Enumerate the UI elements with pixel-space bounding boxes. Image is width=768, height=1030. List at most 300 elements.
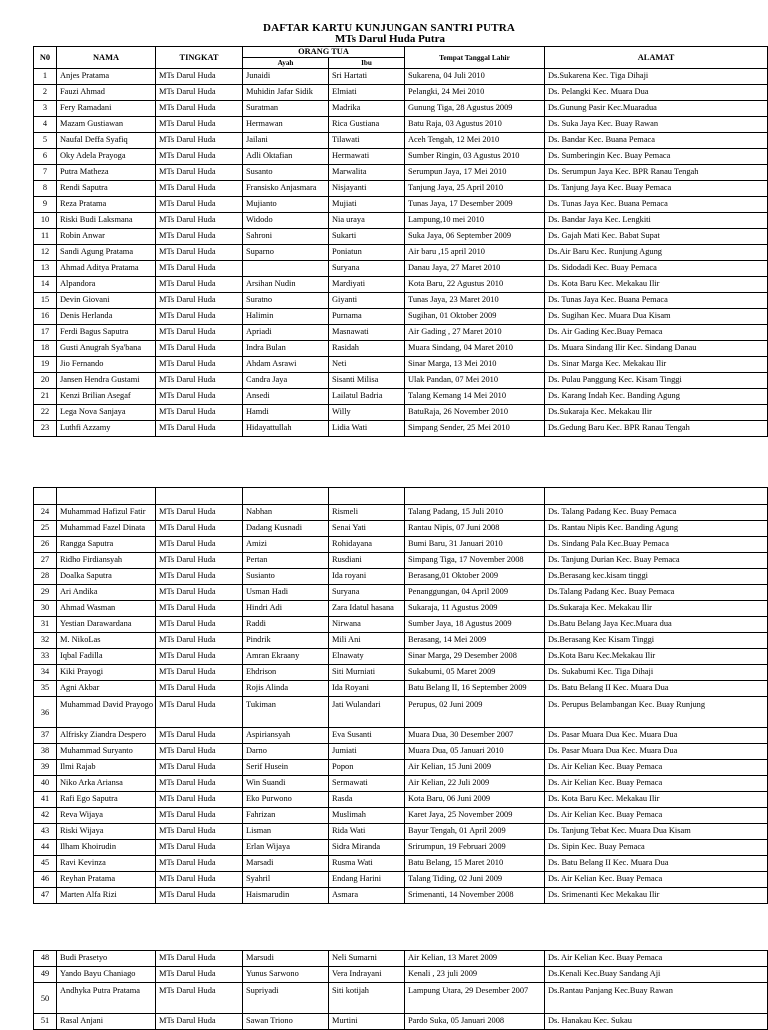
cell-nama: Rendi Saputra	[57, 181, 156, 197]
cell-no: 14	[34, 277, 57, 293]
cell-ttl: Lampung,10 mei 2010	[405, 213, 545, 229]
cell-tingkat: MTs Darul Huda	[156, 309, 243, 325]
cell-nama: Ilmi Rajab	[57, 760, 156, 776]
cell-nama: Ilham Khoirudin	[57, 840, 156, 856]
cell-tingkat: MTs Darul Huda	[156, 181, 243, 197]
cell-tingkat: MTs Darul Huda	[156, 585, 243, 601]
cell-ibu: Giyanti	[329, 293, 405, 309]
cell-ibu: Masnawati	[329, 325, 405, 341]
cell-ibu: Jati Wulandari	[329, 697, 405, 728]
table-row	[34, 325, 768, 341]
cell-alamat: Ds. Pelangki Kec. Muara Dua	[545, 85, 768, 101]
cell-ayah: Susanto	[243, 165, 329, 181]
cell-nama: Reva Wijaya	[57, 808, 156, 824]
cell-ibu: Jumiati	[329, 744, 405, 760]
table-row	[34, 373, 768, 389]
cell-no: 12	[34, 245, 57, 261]
cell-no: 33	[34, 649, 57, 665]
cell-tingkat: MTs Darul Huda	[156, 792, 243, 808]
cell-ayah: Adli Oktafian	[243, 149, 329, 165]
table-row	[34, 309, 768, 325]
header-tingkat: TINGKAT	[156, 47, 243, 69]
cell-alamat: Ds.Berasang Kec Kisam Tinggi	[545, 633, 768, 649]
cell-alamat: Ds. Air Kelian Kec. Buay Pemaca	[545, 760, 768, 776]
cell-tingkat: MTs Darul Huda	[156, 537, 243, 553]
cell-no: 48	[34, 951, 57, 967]
cell-ayah: Candra Jaya	[243, 373, 329, 389]
cell-alamat: Ds. Perupus Belambangan Kec. Buay Runjung	[545, 697, 768, 728]
cell-ayah: Hidayattullah	[243, 421, 329, 437]
cell-ibu: Senai Yati	[329, 521, 405, 537]
cell-ayah: Indra Bulan	[243, 341, 329, 357]
cell-tingkat: MTs Darul Huda	[156, 840, 243, 856]
cell-ibu: Willy	[329, 405, 405, 421]
cell-nama: Reyhan Pratama	[57, 872, 156, 888]
cell-nama: Jio Fernando	[57, 357, 156, 373]
cell-nama: M. NikoLas	[57, 633, 156, 649]
cell-ayah: Syahril	[243, 872, 329, 888]
table-row	[34, 888, 768, 904]
cell-ibu: Murtini	[329, 1014, 405, 1030]
header-ibu: Ibu	[329, 58, 405, 69]
cell-alamat: Ds.Gedung Baru Kec. BPR Ranau Tengah	[545, 421, 768, 437]
cell-ibu: Rismeli	[329, 505, 405, 521]
cell-ayah: Hindri Adi	[243, 601, 329, 617]
cell-ibu: Rida Wati	[329, 824, 405, 840]
cell-ayah: Marsadi	[243, 856, 329, 872]
cell-ttl: Bayur Tengah, 01 April 2009	[405, 824, 545, 840]
cell-tingkat: MTs Darul Huda	[156, 261, 243, 277]
cell-ayah: Rojis Alinda	[243, 681, 329, 697]
cell-ayah: Amizi	[243, 537, 329, 553]
cell-ayah: Mujianto	[243, 197, 329, 213]
cell-tingkat: MTs Darul Huda	[156, 245, 243, 261]
cell-tingkat: MTs Darul Huda	[156, 951, 243, 967]
table-row	[34, 617, 768, 633]
cell-no: 37	[34, 728, 57, 744]
cell-tingkat: MTs Darul Huda	[156, 824, 243, 840]
cell-ayah: Suparno	[243, 245, 329, 261]
cell-ibu: Rasidah	[329, 341, 405, 357]
cell-no: 39	[34, 760, 57, 776]
cell-ttl: Sukaraja, 11 Agustus 2009	[405, 601, 545, 617]
cell-alamat: Ds. Serumpun Jaya Kec. BPR Ranau Tengah	[545, 165, 768, 181]
cell-ttl: Air Gading , 27 Maret 2010	[405, 325, 545, 341]
cell-tingkat: MTs Darul Huda	[156, 617, 243, 633]
cell-no: 24	[34, 505, 57, 521]
cell-no: 51	[34, 1014, 57, 1030]
cell-ttl: Muara Dua, 05 Januari 2010	[405, 744, 545, 760]
cell-ttl: Perupus, 02 Juni 2009	[405, 697, 545, 728]
cell-ibu: Siti Murniati	[329, 665, 405, 681]
cell-nama: Ravi Kevinza	[57, 856, 156, 872]
cell-ayah: Haismarudin	[243, 888, 329, 904]
cell-nama: Ahmad Wasman	[57, 601, 156, 617]
cell-ayah: Suratno	[243, 293, 329, 309]
cell-ayah: Widodo	[243, 213, 329, 229]
cell-ibu: Sermawati	[329, 776, 405, 792]
table-row	[34, 389, 768, 405]
cell-tingkat: MTs Darul Huda	[156, 967, 243, 983]
cell-no: 25	[34, 521, 57, 537]
cell-no: 35	[34, 681, 57, 697]
table-row	[34, 808, 768, 824]
header-alamat: ALAMAT	[545, 47, 768, 69]
cell-ibu: Lidia Wati	[329, 421, 405, 437]
cell-alamat: Ds. Air Kelian Kec. Buay Pemaca	[545, 808, 768, 824]
cell-ibu: Marwalita	[329, 165, 405, 181]
student-table-section-2	[33, 487, 768, 904]
cell-ttl: Srirumpun, 19 Februari 2009	[405, 840, 545, 856]
cell-alamat: Ds. Sukabumi Kec. Tiga Dihaji	[545, 665, 768, 681]
cell-alamat: Ds. Pasar Muara Dua Kec. Muara Dua	[545, 744, 768, 760]
cell-nama: Muhammad Hafizul Fatir	[57, 505, 156, 521]
cell-ttl: Talang Tiding, 02 Juni 2009	[405, 872, 545, 888]
cell-alamat: Ds.Talang Padang Kec. Buay Pemaca	[545, 585, 768, 601]
cell-nama: Kenzi Brilian Asegaf	[57, 389, 156, 405]
table-row	[34, 213, 768, 229]
cell-no: 16	[34, 309, 57, 325]
cell-nama: Alpandora	[57, 277, 156, 293]
cell-nama: Oky Adela Prayoga	[57, 149, 156, 165]
cell-ttl: Batu Belang II, 16 September 2009	[405, 681, 545, 697]
table-row	[34, 521, 768, 537]
cell-ttl: Air Kelian, 13 Maret 2009	[405, 951, 545, 967]
cell-nama: Ferdi Bagus Saputra	[57, 325, 156, 341]
cell-no: 47	[34, 888, 57, 904]
cell-alamat: Ds.Sukaraja Kec. Mekakau Ilir	[545, 601, 768, 617]
cell-ayah: Sahroni	[243, 229, 329, 245]
cell-ibu: Sidra Miranda	[329, 840, 405, 856]
cell-tingkat: MTs Darul Huda	[156, 681, 243, 697]
table-row	[34, 101, 768, 117]
cell-alamat: Ds.Rantau Panjang Kec.Buay Rawan	[545, 983, 768, 1014]
cell-ttl: Bumi Baru, 31 Januari 2010	[405, 537, 545, 553]
cell-nama: Ahmad Aditya Pratama	[57, 261, 156, 277]
cell-nama: Budi Prasetyo	[57, 951, 156, 967]
cell-ttl: Kota Baru, 06 Juni 2009	[405, 792, 545, 808]
cell-tingkat: MTs Darul Huda	[156, 421, 243, 437]
cell-nama: Muhammad Suryanto	[57, 744, 156, 760]
cell-ayah: Win Suandi	[243, 776, 329, 792]
cell-alamat: Ds.Batu Belang Jaya Kec.Muara dua	[545, 617, 768, 633]
cell-nama: Luthfi Azzamy	[57, 421, 156, 437]
cell-no: 15	[34, 293, 57, 309]
cell-ayah: Pertan	[243, 553, 329, 569]
cell-ibu: Rica Gustiana	[329, 117, 405, 133]
cell-ttl: Serumpun Jaya, 17 Mei 2010	[405, 165, 545, 181]
cell-no: 4	[34, 117, 57, 133]
cell-no: 5	[34, 133, 57, 149]
cell-alamat: Ds. Sugihan Kec. Muara Dua Kisam	[545, 309, 768, 325]
cell-nama: Denis Herlanda	[57, 309, 156, 325]
cell-tingkat: MTs Darul Huda	[156, 872, 243, 888]
cell-tingkat: MTs Darul Huda	[156, 293, 243, 309]
cell-no: 21	[34, 389, 57, 405]
cell-no: 44	[34, 840, 57, 856]
cell-nama: Muhammad David Prayogo	[57, 697, 156, 728]
cell-ayah: Aspiriansyah	[243, 728, 329, 744]
table-row	[34, 649, 768, 665]
cell-tingkat: MTs Darul Huda	[156, 856, 243, 872]
cell-ttl: Sinar Marga, 29 Desember 2008	[405, 649, 545, 665]
cell-nama: Robin Anwar	[57, 229, 156, 245]
cell-nama: Rasal Anjani	[57, 1014, 156, 1030]
cell-ibu: Nisjayanti	[329, 181, 405, 197]
cell-ibu: Mili Ani	[329, 633, 405, 649]
cell-no: 49	[34, 967, 57, 983]
cell-ayah: Hermawan	[243, 117, 329, 133]
cell-tingkat: MTs Darul Huda	[156, 1014, 243, 1030]
cell-nama: Devin Giovani	[57, 293, 156, 309]
cell-no: 46	[34, 872, 57, 888]
cell-alamat: Ds. Air Kelian Kec. Buay Pemaca	[545, 776, 768, 792]
cell-ibu: Siti kotijah	[329, 983, 405, 1014]
cell-ttl: Srimenanti, 14 November 2008	[405, 888, 545, 904]
cell-ayah: Raddi	[243, 617, 329, 633]
cell-tingkat: MTs Darul Huda	[156, 213, 243, 229]
cell-ayah: Ansedi	[243, 389, 329, 405]
table-row	[34, 85, 768, 101]
cell-tingkat: MTs Darul Huda	[156, 728, 243, 744]
document-title: DAFTAR KARTU KUNJUNGAN SANTRI PUTRA	[262, 22, 516, 34]
cell-nama: Naufal Deffa Syafiq	[57, 133, 156, 149]
cell-no: 19	[34, 357, 57, 373]
cell-ayah: Jailani	[243, 133, 329, 149]
cell-ttl: Muara Dua, 30 Desember 2007	[405, 728, 545, 744]
cell-ayah: Serif Husein	[243, 760, 329, 776]
cell-nama: Mazam Gustiawan	[57, 117, 156, 133]
cell-alamat: Ds. Pasar Muara Dua Kec. Muara Dua	[545, 728, 768, 744]
cell-ttl: Ulak Pandan, 07 Mei 2010	[405, 373, 545, 389]
cell-ttl: Talang Kemang 14 Mei 2010	[405, 389, 545, 405]
table-row	[34, 117, 768, 133]
header-ttl: Tempat Tanggal Lahir	[405, 47, 545, 69]
table-row	[34, 277, 768, 293]
cell-no: 1	[34, 69, 57, 85]
table-row	[34, 585, 768, 601]
cell-tingkat: MTs Darul Huda	[156, 405, 243, 421]
cell-alamat: Ds. Muara Sindang Ilir Kec. Sindang Danau	[545, 341, 768, 357]
cell-nama: Putra Matheza	[57, 165, 156, 181]
cell-ibu: Rasda	[329, 792, 405, 808]
table-row	[34, 776, 768, 792]
cell-no: 18	[34, 341, 57, 357]
table-row	[34, 261, 768, 277]
cell-no: 20	[34, 373, 57, 389]
cell-ttl: Suka Jaya, 06 September 2009	[405, 229, 545, 245]
cell-alamat: Ds. Sumberingin Kec. Buay Pemaca	[545, 149, 768, 165]
cell-ttl: Air baru ,15 april 2010	[405, 245, 545, 261]
cell-tingkat: MTs Darul Huda	[156, 888, 243, 904]
cell-alamat: Ds. Bandar Kec. Buana Pemaca	[545, 133, 768, 149]
cell-tingkat: MTs Darul Huda	[156, 601, 243, 617]
cell-ibu: Ida Royani	[329, 681, 405, 697]
cell-tingkat: MTs Darul Huda	[156, 357, 243, 373]
table-row	[34, 181, 768, 197]
cell-alamat: Ds. Karang Indah Kec. Banding Agung	[545, 389, 768, 405]
cell-tingkat: MTs Darul Huda	[156, 101, 243, 117]
cell-no: 17	[34, 325, 57, 341]
cell-no: 27	[34, 553, 57, 569]
cell-ibu: Muslimah	[329, 808, 405, 824]
cell-nama: Fery Ramadani	[57, 101, 156, 117]
cell-nama: Andhyka Putra Pratama	[57, 983, 156, 1014]
cell-ayah: Usman Hadi	[243, 585, 329, 601]
cell-ayah	[243, 261, 329, 277]
cell-ayah: Erlan Wijaya	[243, 840, 329, 856]
cell-ibu: Zara Idatul hasana	[329, 601, 405, 617]
cell-ibu: Ida royani	[329, 569, 405, 585]
cell-tingkat: MTs Darul Huda	[156, 133, 243, 149]
table-row	[34, 505, 768, 521]
cell-ayah: Sawan Triono	[243, 1014, 329, 1030]
cell-nama: Reza Pratama	[57, 197, 156, 213]
cell-alamat: Ds.Kota Baru Kec.Mekakau Ilir	[545, 649, 768, 665]
cell-ayah: Eko Purwono	[243, 792, 329, 808]
cell-alamat: Ds. Suka Jaya Kec. Buay Rawan	[545, 117, 768, 133]
table-row	[34, 665, 768, 681]
cell-ttl: Sumber Ringin, 03 Agustus 2010	[405, 149, 545, 165]
cell-ayah: Fahrizan	[243, 808, 329, 824]
cell-no: 32	[34, 633, 57, 649]
cell-ttl: Sinar Marga, 13 Mei 2010	[405, 357, 545, 373]
cell-ttl: Sukabumi, 05 Maret 2009	[405, 665, 545, 681]
cell-ayah: Darno	[243, 744, 329, 760]
cell-ayah: Fransisko Anjasmara	[243, 181, 329, 197]
cell-tingkat: MTs Darul Huda	[156, 373, 243, 389]
cell-nama: Iqbal Fadilla	[57, 649, 156, 665]
cell-no: 38	[34, 744, 57, 760]
cell-alamat: Ds.Sukarena Kec. Tiga Dihaji	[545, 69, 768, 85]
cell-alamat: Ds. Air Kelian Kec. Buay Pemaca	[545, 951, 768, 967]
cell-ttl: Aceh Tengah, 12 Mei 2010	[405, 133, 545, 149]
table-row	[34, 856, 768, 872]
cell-ttl: Batu Raja, 03 Agustus 2010	[405, 117, 545, 133]
cell-nama: Anjes Pratama	[57, 69, 156, 85]
cell-ttl: Sugihan, 01 Oktober 2009	[405, 309, 545, 325]
cell-ibu: Asmara	[329, 888, 405, 904]
cell-nama: Marten Alfa Rizi	[57, 888, 156, 904]
table-row	[34, 149, 768, 165]
cell-no: 29	[34, 585, 57, 601]
table-row	[34, 293, 768, 309]
cell-ayah: Junaidi	[243, 69, 329, 85]
cell-alamat: Ds. Sindang Pala Kec.Buay Pemaca	[545, 537, 768, 553]
student-table-section-1	[33, 46, 768, 437]
cell-nama: Ari Andika	[57, 585, 156, 601]
table-row	[34, 405, 768, 421]
table-row	[34, 633, 768, 649]
cell-tingkat: MTs Darul Huda	[156, 229, 243, 245]
table-row	[34, 357, 768, 373]
cell-tingkat: MTs Darul Huda	[156, 665, 243, 681]
cell-no: 11	[34, 229, 57, 245]
cell-ayah: Susianto	[243, 569, 329, 585]
cell-ibu: Hermawati	[329, 149, 405, 165]
cell-ayah: Amran Ekraany	[243, 649, 329, 665]
cell-no: 28	[34, 569, 57, 585]
cell-ayah: Muhidin Jafar Sidik	[243, 85, 329, 101]
cell-alamat: Ds. Tunas Jaya Kec. Buana Pemaca	[545, 293, 768, 309]
table-row	[34, 792, 768, 808]
cell-alamat: Ds. Bandar Jaya Kec. Lengkiti	[545, 213, 768, 229]
table-row	[34, 840, 768, 856]
cell-ibu: Vera Indrayani	[329, 967, 405, 983]
cell-no: 6	[34, 149, 57, 165]
table-row	[34, 824, 768, 840]
cell-alamat: Ds.Gunung Pasir Kec.Muaradua	[545, 101, 768, 117]
cell-tingkat: MTs Darul Huda	[156, 776, 243, 792]
cell-ttl: Sukarena, 04 Juli 2010	[405, 69, 545, 85]
cell-ibu: Sukarti	[329, 229, 405, 245]
cell-ibu: Purnama	[329, 309, 405, 325]
cell-tingkat: MTs Darul Huda	[156, 341, 243, 357]
cell-no: 36	[34, 697, 57, 728]
cell-alamat: Ds. Tunas Jaya Kec. Buana Pemaca	[545, 197, 768, 213]
cell-alamat: Ds. Batu Belang II Kec. Muara Dua	[545, 856, 768, 872]
cell-tingkat: MTs Darul Huda	[156, 389, 243, 405]
cell-no: 10	[34, 213, 57, 229]
cell-tingkat: MTs Darul Huda	[156, 569, 243, 585]
table-row	[34, 681, 768, 697]
cell-ttl: Batu Belang, 15 Maret 2010	[405, 856, 545, 872]
cell-ttl: Pelangki, 24 Mei 2010	[405, 85, 545, 101]
cell-ibu: Sri Hartati	[329, 69, 405, 85]
cell-tingkat: MTs Darul Huda	[156, 697, 243, 728]
cell-tingkat: MTs Darul Huda	[156, 277, 243, 293]
cell-ttl: Tanjung Jaya, 25 April 2010	[405, 181, 545, 197]
table-row	[34, 341, 768, 357]
document-subtitle: MTs Darul Huda Putra	[335, 33, 445, 45]
cell-tingkat: MTs Darul Huda	[156, 553, 243, 569]
cell-ibu: Lailatul Badria	[329, 389, 405, 405]
cell-ibu: Rohidayana	[329, 537, 405, 553]
cell-no: 41	[34, 792, 57, 808]
cell-alamat: Ds. Kota Baru Kec. Mekakau Ilir	[545, 277, 768, 293]
cell-ibu: Poniatun	[329, 245, 405, 261]
cell-no: 22	[34, 405, 57, 421]
cell-ttl: Simpang Tiga, 17 November 2008	[405, 553, 545, 569]
student-table-section-3	[33, 950, 768, 1030]
cell-ayah: Suratman	[243, 101, 329, 117]
cell-nama: Gusti Anugrah Sya'bana	[57, 341, 156, 357]
cell-alamat: Ds. Tanjung Tebat Kec. Muara Dua Kisam	[545, 824, 768, 840]
cell-tingkat: MTs Darul Huda	[156, 633, 243, 649]
cell-tingkat: MTs Darul Huda	[156, 165, 243, 181]
table-row	[34, 967, 768, 983]
cell-ttl: Karet Jaya, 25 November 2009	[405, 808, 545, 824]
cell-ttl: Kota Baru, 22 Agustus 2010	[405, 277, 545, 293]
cell-ttl: Simpang Sender, 25 Mei 2010	[405, 421, 545, 437]
cell-tingkat: MTs Darul Huda	[156, 69, 243, 85]
cell-ttl: Berasang,01 Oktober 2009	[405, 569, 545, 585]
cell-alamat: Ds.Air Baru Kec. Runjung Agung	[545, 245, 768, 261]
cell-tingkat: MTs Darul Huda	[156, 325, 243, 341]
cell-no: 40	[34, 776, 57, 792]
cell-ayah: Ahdam Asrawi	[243, 357, 329, 373]
cell-ttl: Muara Sindang, 04 Maret 2010	[405, 341, 545, 357]
cell-no: 26	[34, 537, 57, 553]
cell-ttl: Air Kelian, 15 Juni 2009	[405, 760, 545, 776]
cell-tingkat: MTs Darul Huda	[156, 85, 243, 101]
cell-nama: Kiki Prayogi	[57, 665, 156, 681]
cell-nama: Yando Bayu Chaniago	[57, 967, 156, 983]
table-row	[34, 197, 768, 213]
cell-nama: Ridho Firdiansyah	[57, 553, 156, 569]
table-row	[34, 569, 768, 585]
cell-ttl: Kenali , 23 juli 2009	[405, 967, 545, 983]
